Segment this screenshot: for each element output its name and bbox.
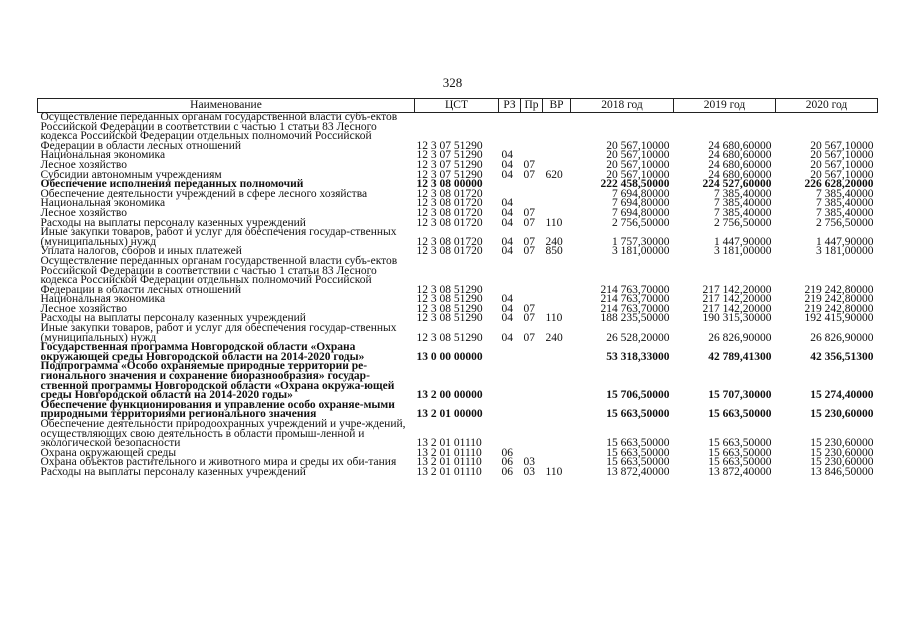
row-2018: 13 872,40000	[606, 465, 670, 478]
row-rz: 06	[501, 456, 513, 469]
row-2018: 222 458,50000	[600, 178, 670, 191]
row-rz: 04	[501, 235, 513, 248]
row-rz: 04	[501, 302, 513, 315]
row-rz: 04	[501, 168, 513, 181]
row-2018: 2 756,50000	[612, 216, 670, 229]
row-vr	[543, 180, 571, 190]
row-2018: 214 763,70000	[600, 283, 670, 296]
row-2020: 20 567,10000	[810, 139, 874, 152]
row-pr	[521, 180, 543, 190]
row-cst: 13 2 01 01110	[416, 437, 482, 450]
row-rz	[499, 257, 521, 295]
row-2019: 15 707,30000	[708, 389, 772, 402]
row-2019: 2 756,50000	[714, 216, 772, 229]
row-rz: 04	[501, 149, 513, 162]
row-rz: 04	[501, 293, 513, 306]
row-cst: 12 3 08 01720	[416, 187, 483, 200]
row-2019: 24 680,60000	[708, 158, 772, 171]
row-2020: 7 385,40000	[816, 187, 874, 200]
header-name: Наименование	[38, 99, 415, 113]
row-2019: 190 315,30000	[702, 312, 772, 325]
row-rz: 04	[501, 158, 513, 171]
row-2020: 15 230,60000	[810, 456, 874, 469]
row-pr	[521, 343, 543, 362]
header-2018: 2018 год	[571, 99, 674, 113]
row-2018: 15 663,50000	[606, 437, 670, 450]
row-rz: 06	[501, 465, 513, 478]
header-pr: Пр	[521, 99, 543, 113]
table-row	[38, 257, 878, 295]
row-2018: 1 757,30000	[612, 235, 670, 248]
row-rz: 04	[501, 312, 513, 325]
row-cst: 12 3 08 51290	[416, 283, 483, 296]
row-rz: 04	[501, 197, 513, 210]
row-name: Национальная экономика	[40, 197, 166, 210]
row-name: Осуществление переданных органам государственной власти субъ-ектов Российской Федерации в соответствии с частью 1 статьи 83 Лесного кодекса Российской Федерации отдельных полномочий Российской Федерации в области лесных отношений	[40, 254, 398, 296]
row-rz	[499, 362, 521, 400]
header-2020: 2020 год	[776, 99, 878, 113]
row-vr	[543, 449, 571, 459]
row-pr	[521, 420, 543, 449]
row-vr	[543, 295, 571, 305]
row-2019: 24 680,60000	[708, 139, 772, 152]
row-2020: 219 242,80000	[804, 302, 874, 315]
row-2018: 214 763,70000	[600, 293, 670, 306]
row-vr	[543, 199, 571, 209]
row-name: Охрана окружающей среды	[40, 446, 177, 459]
row-vr	[543, 190, 571, 200]
row-name: Осуществление переданных органам государственной власти субъ-ектов Российской Федерации в соответствии с частью 1 статьи 83 Лесного кодекса Российской Федерации отдельных полномочий Российской Федерации в области лесных отношений	[40, 111, 398, 152]
row-name: Государственная программа Новгородской области «Охрана окружающей среды Новгородской области на 2014-2020 годы»	[40, 341, 365, 363]
row-vr: 110	[545, 465, 563, 478]
row-2020: 15 230,60000	[810, 408, 874, 421]
header-cst: ЦСТ	[415, 99, 499, 113]
row-2020: 192 415,90000	[804, 312, 874, 325]
row-2020: 20 567,10000	[810, 158, 874, 171]
row-2019: 15 663,50000	[708, 446, 772, 459]
row-cst: 13 2 01 01110	[416, 465, 482, 478]
row-name: Обеспечение исполнения переданных полномочий	[40, 178, 304, 191]
row-cst: 13 2 01 01110	[416, 456, 482, 469]
row-name: Уплата налогов, сборов и иных платежей	[40, 245, 242, 258]
row-cst: 13 2 01 01110	[416, 446, 482, 459]
row-2019: 217 142,20000	[702, 302, 772, 315]
row-cst: 12 3 08 01720	[416, 235, 483, 248]
row-2018: 20 567,10000	[606, 139, 670, 152]
row-cst: 12 3 07 51290	[416, 158, 483, 171]
row-vr	[543, 257, 571, 295]
row-2019: 26 826,90000	[708, 331, 772, 344]
row-vr	[543, 343, 571, 362]
header-2019: 2019 год	[674, 99, 776, 113]
header-rz: РЗ	[499, 99, 521, 113]
row-rz: 04	[501, 206, 513, 219]
row-pr: 07	[523, 302, 535, 315]
row-rz	[499, 420, 521, 449]
table-body	[38, 113, 878, 478]
row-cst: 12 3 08 01720	[416, 245, 483, 258]
row-pr: 07	[523, 235, 535, 248]
row-2018: 15 663,50000	[606, 408, 670, 421]
row-2020: 7 385,40000	[816, 197, 874, 210]
row-rz: 04	[501, 216, 513, 229]
row-2019: 42 789,41300	[708, 350, 772, 363]
row-2018: 15 663,50000	[606, 446, 670, 459]
row-2020: 15 230,60000	[810, 446, 874, 459]
row-name: Обеспечение деятельности учреждений в сфере лесного хозяйства	[40, 187, 368, 200]
page-number: 328	[442, 75, 463, 90]
row-2018: 20 567,10000	[606, 168, 670, 181]
row-name: Национальная экономика	[40, 149, 166, 162]
row-pr: 07	[523, 206, 535, 219]
row-2020: 7 385,40000	[816, 206, 874, 219]
row-vr	[543, 420, 571, 449]
row-name: Субсидии автономным учреждениям	[40, 168, 222, 181]
row-pr: 03	[523, 465, 535, 478]
row-vr: 110	[545, 216, 563, 229]
table-row	[38, 362, 878, 400]
row-2020: 26 826,90000	[810, 331, 874, 344]
row-vr	[543, 113, 571, 152]
row-cst: 12 3 08 00000	[416, 178, 483, 191]
row-2018: 15 663,50000	[606, 456, 670, 469]
row-rz: 06	[501, 446, 513, 459]
row-pr: 07	[523, 158, 535, 171]
row-rz	[499, 113, 521, 152]
row-2019: 24 680,60000	[708, 168, 772, 181]
row-cst: 13 0 00 00000	[416, 350, 483, 363]
row-vr	[543, 362, 571, 400]
row-2020: 219 242,80000	[804, 293, 874, 306]
row-pr: 07	[523, 312, 535, 325]
row-2020: 20 567,10000	[810, 168, 874, 181]
row-cst: 12 3 08 51290	[416, 331, 483, 344]
row-2020: 20 567,10000	[810, 149, 874, 162]
row-vr: 110	[545, 312, 563, 325]
row-name: Обеспечение функционирования и управление особо охраняе-мыми природными территориями регионального значения	[40, 398, 395, 421]
row-cst: 12 3 08 51290	[416, 293, 483, 306]
row-vr: 240	[545, 331, 563, 344]
row-name: Лесное хозяйство	[40, 158, 128, 171]
row-name: Лесное хозяйство	[40, 302, 128, 315]
row-2020: 15 274,40000	[810, 389, 874, 402]
row-rz	[499, 343, 521, 362]
row-rz: 04	[501, 245, 513, 258]
row-cst: 12 3 08 51290	[416, 312, 483, 325]
row-name: Подпрограмма «Особо охраняемые природные территории ре-гионального значения и сохранение биоразнообразия» государ-ственной программы Новгородской области «Охрана окружа-ющей среды Новгородской области на 2014-2020 годы»	[40, 360, 395, 402]
row-vr: 240	[545, 235, 563, 248]
header-vr: ВР	[543, 99, 571, 113]
row-cst: 12 3 07 51290	[416, 149, 483, 162]
row-2020: 219 242,80000	[804, 283, 874, 296]
row-2020: 2 756,50000	[816, 216, 874, 229]
row-pr	[521, 190, 543, 200]
row-2019: 224 527,60000	[702, 178, 772, 191]
row-rz	[499, 180, 521, 190]
row-vr: 620	[545, 168, 563, 181]
table-row	[38, 113, 878, 152]
row-2018: 188 235,50000	[600, 312, 670, 325]
row-cst: 12 3 08 01720	[416, 197, 483, 210]
row-2019: 217 142,20000	[702, 283, 772, 296]
row-2019: 217 142,20000	[702, 293, 772, 306]
row-pr: 07	[523, 216, 535, 229]
row-2018: 53 318,33000	[606, 350, 670, 363]
row-cst: 12 3 07 51290	[416, 139, 483, 152]
row-2020: 15 230,60000	[810, 437, 874, 450]
row-2018: 214 763,70000	[600, 302, 670, 315]
row-cst: 12 3 08 01720	[416, 216, 483, 229]
row-2019: 7 385,40000	[714, 187, 772, 200]
budget-table	[37, 98, 878, 478]
row-rz	[499, 401, 521, 420]
row-2019: 3 181,00000	[714, 245, 772, 258]
row-pr: 07	[523, 331, 535, 344]
row-2018: 20 567,10000	[606, 158, 670, 171]
row-name: Охрана объектов растительного и животного мира и среды их оби-тания	[40, 456, 397, 469]
row-vr	[543, 151, 571, 161]
row-2019: 15 663,50000	[708, 456, 772, 469]
row-cst: 13 2 01 00000	[416, 408, 483, 421]
row-2018: 26 528,20000	[606, 331, 670, 344]
table-row	[38, 468, 878, 478]
row-cst: 12 3 08 51290	[416, 302, 483, 315]
row-pr	[521, 257, 543, 295]
row-name: Лесное хозяйство	[40, 206, 128, 219]
row-name: Расходы на выплаты персоналу казенных учреждений	[40, 216, 306, 229]
row-pr: 07	[523, 168, 535, 181]
row-2018: 3 181,00000	[612, 245, 670, 258]
row-name: Обеспечение деятельности природоохранных учреждений и учре-ждений, осуществляющих свою деятельность в области промыш-ленной и экологической безопасности	[40, 418, 406, 450]
row-name: Иные закупки товаров, работ и услуг для обеспечения государ-ственных (муниципальных) нужд	[40, 322, 397, 344]
row-pr: 03	[523, 456, 535, 469]
row-vr: 850	[545, 245, 563, 258]
row-vr	[543, 401, 571, 420]
row-cst: 12 3 08 01720	[416, 206, 483, 219]
row-name: Национальная экономика	[40, 293, 166, 306]
row-pr	[521, 362, 543, 400]
row-pr	[521, 401, 543, 420]
row-2019: 1 447,90000	[714, 235, 772, 248]
row-2018: 20 567,10000	[606, 149, 670, 162]
row-2019: 15 663,50000	[708, 408, 772, 421]
row-name: Расходы на выплаты персоналу казенных учреждений	[40, 312, 306, 325]
row-2019: 24 680,60000	[708, 149, 772, 162]
row-2020: 3 181,00000	[816, 245, 874, 258]
row-2019: 15 663,50000	[708, 437, 772, 450]
row-2020: 13 846,50000	[810, 465, 874, 478]
row-cst: 13 2 00 00000	[416, 389, 483, 402]
row-cst: 12 3 07 51290	[416, 168, 483, 181]
row-2019: 13 872,40000	[708, 465, 772, 478]
row-2018: 7 694,80000	[612, 187, 670, 200]
row-2018: 15 706,50000	[606, 389, 670, 402]
row-2019: 7 385,40000	[714, 197, 772, 210]
row-name: Иные закупки товаров, работ и услуг для обеспечения государ-ственных (муниципальных) нужд	[40, 226, 397, 248]
row-2020: 1 447,90000	[816, 235, 874, 248]
row-2020: 226 628,20000	[804, 178, 874, 191]
row-2018: 7 694,80000	[612, 197, 670, 210]
row-name: Расходы на выплаты персоналу казенных учреждений	[40, 465, 306, 478]
row-2020: 42 356,51300	[810, 350, 874, 363]
table-row	[38, 420, 878, 449]
row-2019: 7 385,40000	[714, 206, 772, 219]
row-rz: 04	[501, 331, 513, 344]
row-pr: 07	[523, 245, 535, 258]
row-pr	[521, 113, 543, 152]
row-2018: 7 694,80000	[612, 206, 670, 219]
